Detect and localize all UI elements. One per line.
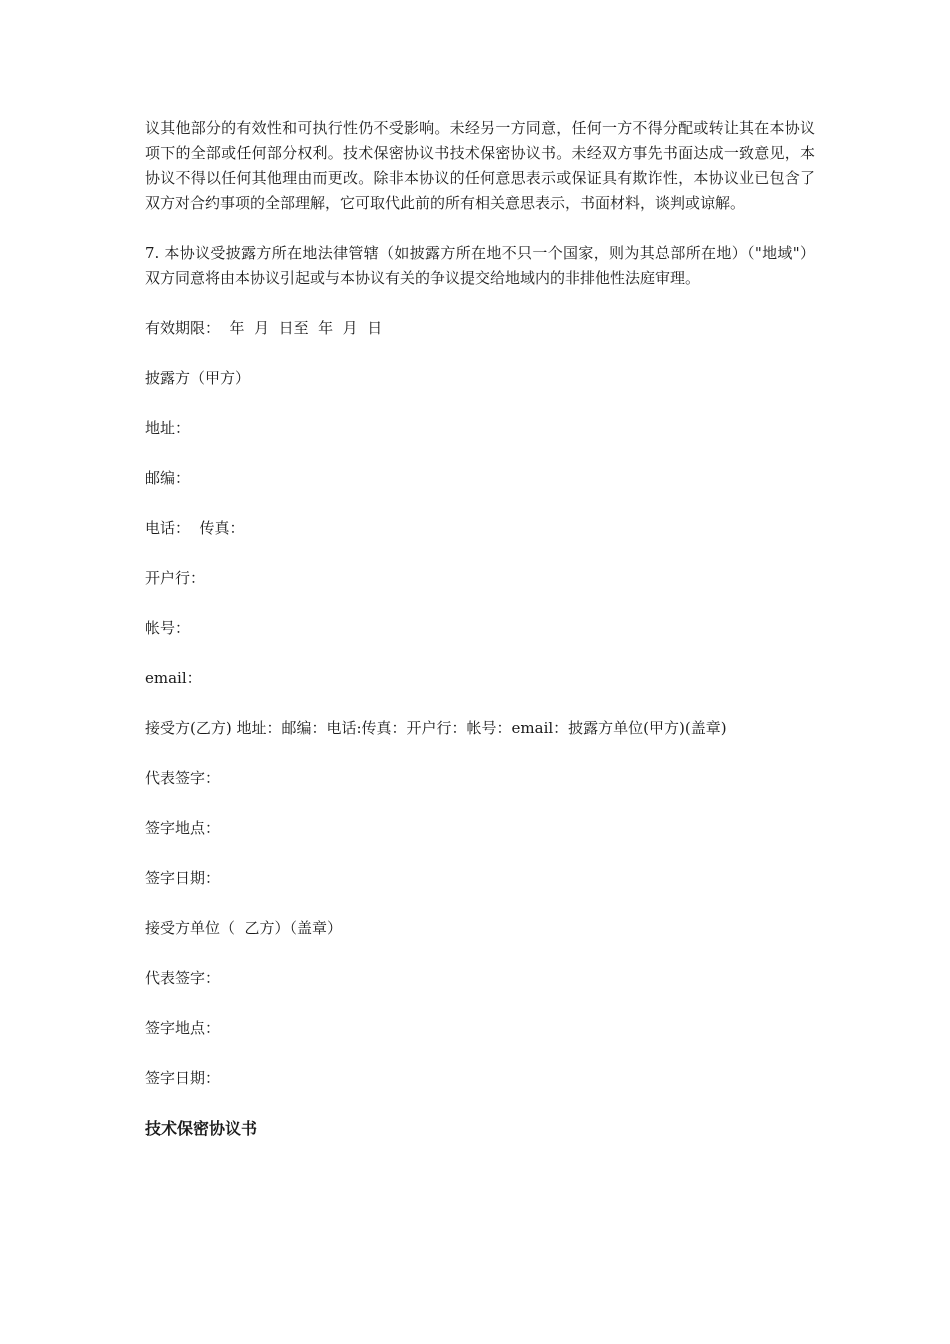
document-page — [145, 116, 815, 1141]
representative-signature-1: 代表签字： — [145, 769, 221, 787]
document-title: 技术保密协议书 — [145, 1119, 258, 1138]
phone-fax-field: 电话： 传真： — [145, 519, 245, 537]
discloser-heading: 披露方（甲方） — [145, 369, 251, 387]
paragraph-governing-law: 7. 本协议受披露方所在地法律管辖（如披露方所在地不只一个国家，则为其总部所在地）（"地域"）双方同意将由本协议引起或与本协议有关的争议提交给地域内的非排他性法庭审理。 — [145, 244, 815, 287]
postcode-field: 邮编： — [145, 469, 191, 487]
bank-field: 开户行： — [145, 569, 206, 587]
receiver-info-line: 接受方(乙方) 地址：邮编：电话:传真：开户行：帐号：email：披露方单位(甲方)(盖章) — [145, 719, 727, 737]
signing-place-1: 签字地点： — [145, 819, 221, 837]
signing-place-2: 签字地点： — [145, 1019, 221, 1037]
signing-date-2: 签字日期： — [145, 1069, 221, 1087]
address-field: 地址： — [145, 419, 191, 437]
paragraph-severability: 议其他部分的有效性和可执行性仍不受影响。未经另一方同意，任何一方不得分配或转让其在本协议项下的全部或任何部分权利。技术保密协议书技术保密协议书。未经双方事先书面达成一致意见，本协议不得以任何其他理由而更改。除非本协议的任何意思表示或保证具有欺诈性，本协议业已包含了双方对合约事项的全部理解，它可取代此前的所有相关意思表示，书面材料，谈判或谅解。 — [145, 119, 815, 212]
representative-signature-2: 代表签字： — [145, 969, 221, 987]
receiver-unit: 接受方单位（ 乙方）（盖章） — [145, 919, 343, 937]
email-field: email： — [145, 669, 202, 687]
signing-date-1: 签字日期： — [145, 869, 221, 887]
validity-period: 有效期限： 年 月 日至 年 月 日 — [145, 319, 383, 337]
account-field: 帐号： — [145, 619, 191, 637]
